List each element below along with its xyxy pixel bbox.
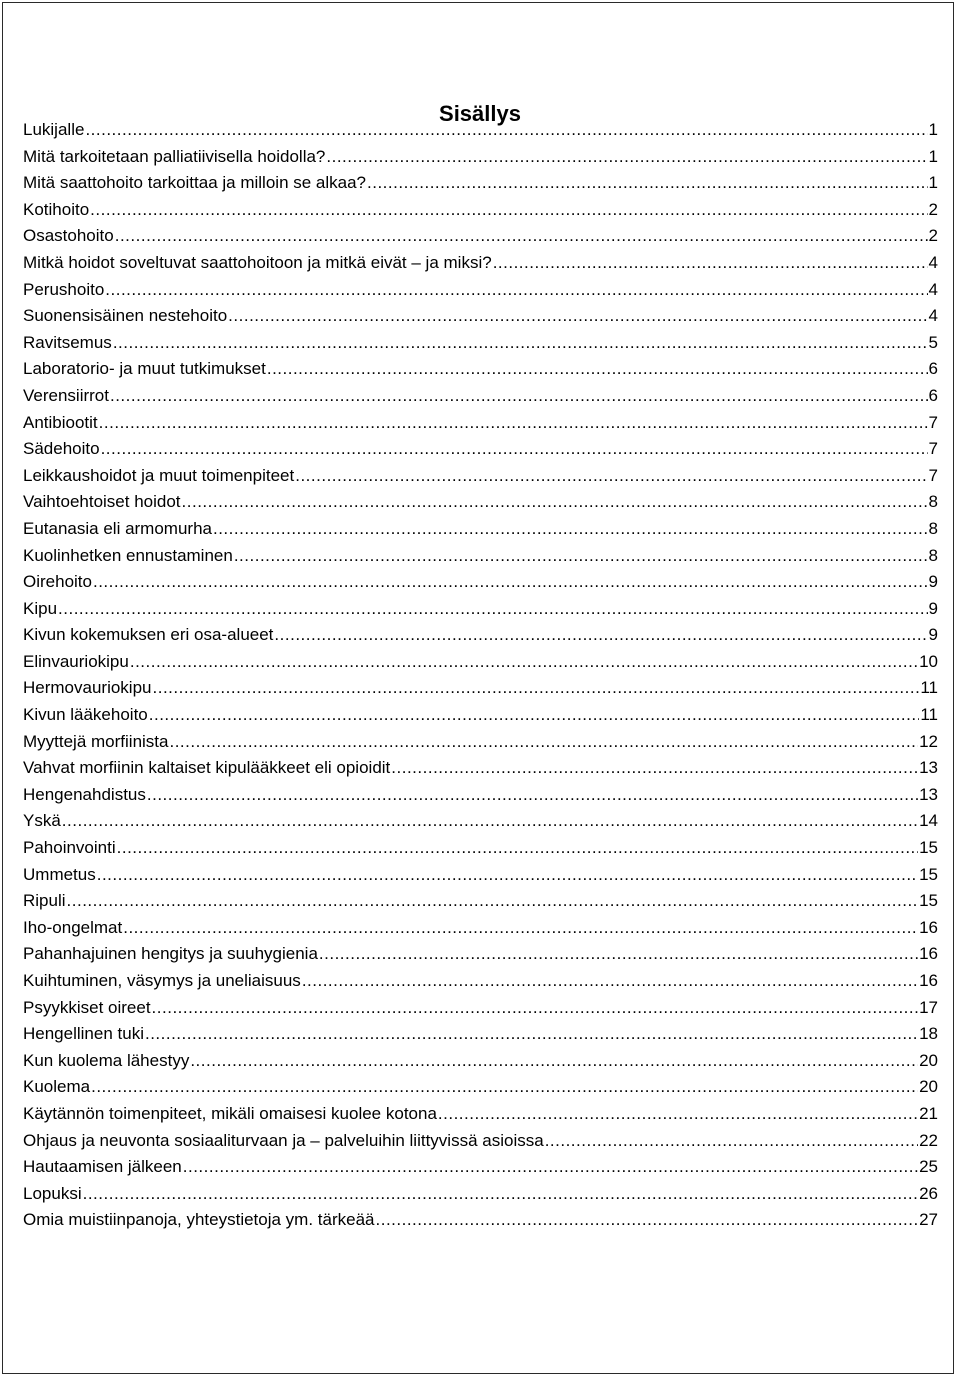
toc-entry-label: Myyttejä morfiinista xyxy=(23,731,169,751)
toc-entry-label: Yskä xyxy=(23,811,61,831)
toc-entry-page-number: 13 xyxy=(919,784,938,804)
toc-entry-page-number: 21 xyxy=(919,1103,938,1123)
toc-dot-leader xyxy=(391,755,918,782)
toc-entry[interactable] xyxy=(23,888,938,915)
toc-entry-page-number: 18 xyxy=(919,1024,938,1044)
toc-dot-leader xyxy=(545,1128,918,1155)
toc-entry[interactable] xyxy=(23,1181,938,1208)
toc-entry-label: Kipu xyxy=(23,598,58,618)
toc-dot-leader xyxy=(152,995,919,1022)
toc-entry-label: Kivun lääkehoito xyxy=(23,705,148,725)
toc-entry-page-number: 1 xyxy=(928,173,938,193)
toc-dot-leader xyxy=(438,1101,918,1128)
toc-entry-label: Perushoito xyxy=(23,279,105,299)
toc-entry-page-number: 9 xyxy=(928,572,938,592)
toc-dot-leader xyxy=(367,170,928,197)
toc-entry-page-number: 20 xyxy=(919,1077,938,1097)
toc-entry[interactable] xyxy=(23,1048,938,1075)
toc-dot-leader xyxy=(228,303,927,330)
toc-entry-label: Elinvauriokipu xyxy=(23,651,129,671)
toc-dot-leader xyxy=(113,330,928,357)
toc-entry[interactable] xyxy=(23,995,938,1022)
toc-entry-label: Ravitsemus xyxy=(23,332,112,352)
toc-entry-label: Osastohoito xyxy=(23,226,114,246)
toc-dot-leader xyxy=(91,1074,918,1101)
toc-entry-page-number: 8 xyxy=(928,518,938,538)
toc-entry[interactable] xyxy=(23,516,938,543)
toc-entry-label: Hengellinen tuki xyxy=(23,1024,144,1044)
toc-entry[interactable] xyxy=(23,144,938,171)
toc-entry-label: Lopuksi xyxy=(23,1183,82,1203)
toc-entry-label: Mitä tarkoitetaan palliatiivisella hoidolla? xyxy=(23,146,326,166)
toc-entry-page-number: 13 xyxy=(919,758,938,778)
toc-entry-page-number: 4 xyxy=(928,252,938,272)
toc-entry[interactable] xyxy=(23,410,938,437)
toc-dot-leader xyxy=(234,543,928,570)
toc-entry[interactable] xyxy=(23,463,938,490)
toc-entry-label: Suonensisäinen nestehoito xyxy=(23,306,228,326)
toc-entry-label: Hengenahdistus xyxy=(23,784,146,804)
toc-dot-leader xyxy=(83,1181,918,1208)
toc-entry-page-number: 15 xyxy=(919,891,938,911)
toc-entry-label: Kuolinhetken ennustaminen xyxy=(23,545,233,565)
toc-entry-page-number: 26 xyxy=(919,1183,938,1203)
toc-entry-label: Hermovauriokipu xyxy=(23,678,152,698)
toc-entry-label: Kivun kokemuksen eri osa-alueet xyxy=(23,625,274,645)
toc-entry-page-number: 6 xyxy=(928,359,938,379)
toc-entry-page-number: 2 xyxy=(928,199,938,219)
toc-entry[interactable] xyxy=(23,543,938,570)
toc-entry-page-number: 7 xyxy=(928,439,938,459)
toc-entry-label: Vahvat morfiinin kaltaiset kipulääkkeet eli opioidit xyxy=(23,758,391,778)
toc-entry-label: Vaihtoehtoiset hoidot xyxy=(23,492,181,512)
toc-entry-label: Verensiirrot xyxy=(23,385,109,405)
toc-dot-leader xyxy=(295,463,927,490)
toc-entry-page-number: 6 xyxy=(928,385,938,405)
page-title: Sisällys xyxy=(439,100,521,126)
toc-entry-page-number: 8 xyxy=(928,492,938,512)
toc-entry-page-number: 15 xyxy=(919,838,938,858)
toc-dot-leader xyxy=(93,569,928,596)
toc-dot-leader xyxy=(85,117,927,144)
toc-entry-page-number: 4 xyxy=(928,306,938,326)
toc-dot-leader xyxy=(110,383,928,410)
toc-dot-leader xyxy=(319,941,918,968)
toc-entry[interactable] xyxy=(23,250,938,277)
toc-entry[interactable] xyxy=(23,675,938,702)
toc-entry-page-number: 12 xyxy=(919,731,938,751)
toc-entry-page-number: 8 xyxy=(928,545,938,565)
toc-entry-label: Hautaamisen jälkeen xyxy=(23,1157,182,1177)
toc-dot-leader xyxy=(493,250,928,277)
toc-entry-label: Oirehoito xyxy=(23,572,92,592)
toc-dot-leader xyxy=(326,144,927,171)
toc-entry[interactable] xyxy=(23,596,938,623)
toc-entry[interactable] xyxy=(23,622,938,649)
toc-entry[interactable] xyxy=(23,356,938,383)
toc-entry[interactable] xyxy=(23,649,938,676)
toc-dot-leader xyxy=(117,835,918,862)
toc-entry[interactable] xyxy=(23,782,938,809)
toc-entry-page-number: 5 xyxy=(928,332,938,352)
toc-dot-leader xyxy=(115,223,928,250)
toc-entry-page-number: 1 xyxy=(928,146,938,166)
toc-entry[interactable] xyxy=(23,303,938,330)
toc-entry[interactable] xyxy=(23,117,938,144)
toc-entry[interactable] xyxy=(23,170,938,197)
toc-entry-label: Iho-ongelmat xyxy=(23,917,123,937)
toc-entry-label: Kuolema xyxy=(23,1077,91,1097)
toc-entry-label: Sädehoito xyxy=(23,439,100,459)
toc-dot-leader xyxy=(169,729,918,756)
toc-entry-page-number: 1 xyxy=(928,120,938,139)
toc-entry[interactable] xyxy=(23,808,938,835)
toc-entry-label: Kun kuolema lähestyy xyxy=(23,1050,190,1070)
toc-entry[interactable] xyxy=(23,1154,938,1181)
toc-entry-label: Kotihoito xyxy=(23,199,90,219)
toc-entry-page-number: 7 xyxy=(928,412,938,432)
toc-entry[interactable] xyxy=(23,1021,938,1048)
toc-entry[interactable] xyxy=(23,941,938,968)
toc-entry[interactable] xyxy=(23,1074,938,1101)
toc-entry[interactable] xyxy=(23,1128,938,1155)
toc-dot-leader xyxy=(123,915,918,942)
toc-entry[interactable] xyxy=(23,862,938,889)
toc-entry-label: Kuihtuminen, väsymys ja uneliaisuus xyxy=(23,971,301,990)
toc-dot-leader xyxy=(376,1207,919,1234)
toc-entry[interactable] xyxy=(23,835,938,862)
toc-entry-page-number: 10 xyxy=(919,651,938,671)
toc-dot-leader xyxy=(149,702,920,729)
toc-dot-leader xyxy=(90,197,927,224)
toc-entry-page-number: 15 xyxy=(919,864,938,884)
toc-entry-page-number: 9 xyxy=(928,625,938,645)
toc-entry-label: Pahoinvointi xyxy=(23,838,116,858)
toc-entry-page-number: 7 xyxy=(928,465,938,485)
toc-entry[interactable] xyxy=(23,197,938,224)
toc-entry-page-number: 16 xyxy=(919,971,938,990)
toc-entry[interactable] xyxy=(23,1101,938,1128)
toc-dot-leader xyxy=(182,489,928,516)
toc-entry[interactable] xyxy=(23,729,938,756)
toc-entry-label: Ohjaus ja neuvonta sosiaaliturvaan ja – palveluihin liittyvissä asioissa xyxy=(23,1130,544,1150)
toc-entry-label: Laboratorio- ja muut tutkimukset xyxy=(23,359,266,379)
toc-dot-leader xyxy=(101,436,928,463)
toc-entry-page-number: 22 xyxy=(919,1130,938,1150)
toc-entry[interactable] xyxy=(23,277,938,304)
toc-entry-label: Mitkä hoidot soveltuvat saattohoitoon ja mitkä eivät – ja miksi? xyxy=(23,252,492,272)
toc-dot-leader xyxy=(62,808,918,835)
toc-entry[interactable] xyxy=(23,436,938,463)
toc-dot-leader xyxy=(190,1048,918,1075)
toc-entry-label: Lukijalle xyxy=(23,120,85,139)
toc-entry-label: Ummetus xyxy=(23,864,96,884)
toc-entry[interactable] xyxy=(23,330,938,357)
toc-dot-leader xyxy=(147,782,918,809)
toc-entry-page-number: 9 xyxy=(928,598,938,618)
toc-entry-label: Psyykkiset oireet xyxy=(23,997,151,1017)
toc-entry-page-number: 20 xyxy=(919,1050,938,1070)
toc-dot-leader xyxy=(105,277,927,304)
toc-entry-page-number: 11 xyxy=(920,678,938,698)
toc-entry-page-number: 14 xyxy=(919,811,938,831)
toc-entry[interactable] xyxy=(23,223,938,250)
toc-dot-leader xyxy=(99,410,928,437)
table-of-contents xyxy=(23,117,938,1234)
toc-entry-label: Antibiootit xyxy=(23,412,98,432)
toc-entry[interactable] xyxy=(23,489,938,516)
toc-dot-leader xyxy=(58,596,928,623)
toc-entry-label: Eutanasia eli armomurha xyxy=(23,518,212,538)
toc-entry[interactable] xyxy=(23,968,938,995)
toc-entry-page-number: 25 xyxy=(919,1157,938,1177)
toc-dot-leader xyxy=(97,862,918,889)
toc-entry[interactable] xyxy=(23,755,938,782)
toc-entry-label: Omia muistiinpanoja, yhteystietoja ym. tärkeää xyxy=(23,1210,375,1230)
toc-entry-page-number: 4 xyxy=(928,279,938,299)
toc-entry[interactable] xyxy=(23,569,938,596)
toc-entry-page-number: 27 xyxy=(919,1210,938,1230)
toc-entry-page-number: 2 xyxy=(928,226,938,246)
toc-dot-leader xyxy=(274,622,927,649)
toc-entry-label: Leikkaushoidot ja muut toimenpiteet xyxy=(23,465,295,485)
toc-entry-page-number: 16 xyxy=(919,944,938,964)
toc-dot-leader xyxy=(302,968,918,995)
toc-entry[interactable] xyxy=(23,1207,938,1234)
toc-entry[interactable] xyxy=(23,383,938,410)
toc-entry-page-number: 11 xyxy=(920,705,938,725)
toc-dot-leader xyxy=(145,1021,918,1048)
toc-dot-leader xyxy=(130,649,918,676)
toc-dot-leader xyxy=(267,356,928,383)
toc-entry-label: Mitä saattohoito tarkoittaa ja milloin se alkaa? xyxy=(23,173,367,193)
toc-dot-leader xyxy=(153,675,920,702)
toc-entry-page-number: 17 xyxy=(919,997,938,1017)
toc-dot-leader xyxy=(183,1154,918,1181)
toc-entry-label: Ripuli xyxy=(23,891,66,911)
toc-dot-leader xyxy=(67,888,919,915)
toc-entry-label: Pahanhajuinen hengitys ja suuhygienia xyxy=(23,944,318,964)
toc-entry[interactable] xyxy=(23,702,938,729)
toc-entry[interactable] xyxy=(23,915,938,942)
toc-entry-page-number: 16 xyxy=(919,917,938,937)
toc-entry-label: Käytännön toimenpiteet, mikäli omaisesi kuolee kotona xyxy=(23,1103,437,1123)
toc-dot-leader xyxy=(213,516,928,543)
